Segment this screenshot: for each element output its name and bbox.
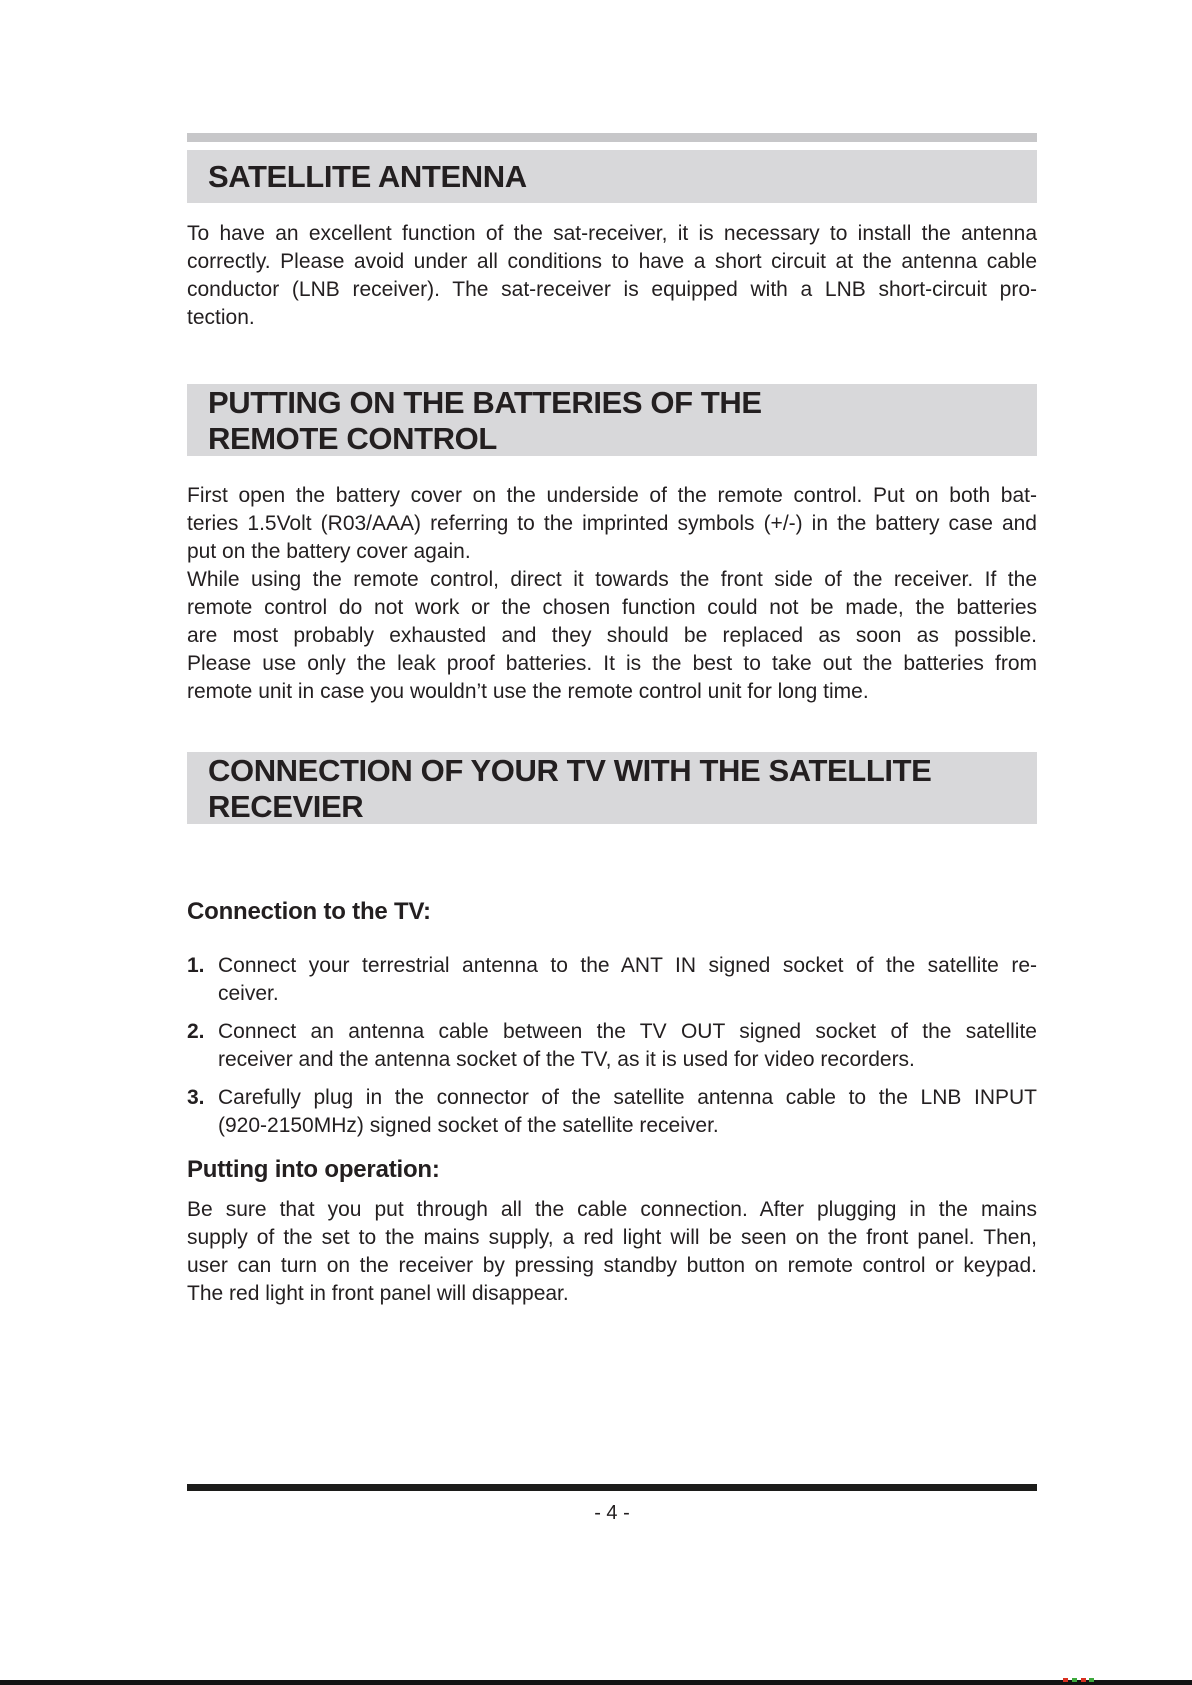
paragraph-operation	[187, 1196, 1037, 1308]
paragraph-satellite-antenna	[187, 220, 1037, 332]
text-line: supply of the set to the mains supply, a red light will be seen on the front panel. Then,	[187, 1226, 1037, 1249]
subheading-putting-into-operation: Putting into operation:	[187, 1156, 440, 1183]
text-line: Be sure that you put through all the cable connection. After plugging in the mains	[187, 1198, 1037, 1221]
text-line: Carefully plug in the connector of the satellite antenna cable to the LNB INPUT	[218, 1086, 1037, 1109]
page-number: - 4 -	[594, 1502, 630, 1524]
section-header-batteries	[187, 384, 1037, 456]
list-number: 2.	[187, 1020, 205, 1043]
list-item-step-2	[187, 1018, 1037, 1074]
section-title-line1: CONNECTION OF YOUR TV WITH THE SATELLITE	[208, 753, 932, 788]
text-line: receiver and the antenna socket of the TV, as it is used for video recorders.	[218, 1048, 915, 1071]
text-line: ceiver.	[218, 982, 279, 1005]
footer-rule	[187, 1484, 1037, 1491]
text-line: remote unit in case you wouldn’t use the remote control unit for long time.	[187, 680, 869, 703]
text-line: conductor (LNB receiver). The sat-receiver is equipped with a LNB short-circuit pro-	[187, 278, 1037, 301]
section-title-line2: REMOTE CONTROL	[208, 421, 497, 456]
text-line: First open the battery cover on the underside of the remote control. Put on both bat-	[187, 484, 1037, 507]
text-line: tection.	[187, 306, 255, 329]
text-line: are most probably exhausted and they should be replaced as soon as possible.	[187, 624, 1037, 647]
list-item-step-1	[187, 952, 1037, 1008]
section-title-line2: RECEVIER	[208, 789, 364, 824]
text-line: user can turn on the receiver by pressing standby button on remote control or keypad.	[187, 1254, 1037, 1277]
text-line: teries 1.5Volt (R03/AAA) referring to the imprinted symbols (+/-) in the battery case and	[187, 512, 1037, 535]
section-title: SATELLITE ANTENNA	[208, 158, 527, 194]
list-number: 3.	[187, 1086, 205, 1109]
section-header-satellite-antenna	[187, 150, 1037, 203]
text-line: (920-2150MHz) signed socket of the satellite receiver.	[218, 1114, 719, 1137]
list-number: 1.	[187, 954, 205, 977]
text-line: correctly. Please avoid under all conditions to have a short circuit at the antenna cable	[187, 250, 1037, 273]
registration-mark-red	[1081, 1678, 1086, 1682]
registration-mark-green	[1072, 1678, 1077, 1682]
text-line: The red light in front panel will disappear.	[187, 1282, 569, 1305]
text-line: Please use only the leak proof batteries. It is the best to take out the batteries from	[187, 652, 1037, 675]
text-line: While using the remote control, direct it towards the front side of the receiver. If the	[187, 568, 1037, 591]
paragraph-batteries	[187, 482, 1037, 706]
text-line: remote control do not work or the chosen function could not be made, the batteries	[187, 596, 1037, 619]
subheading-connection-to-tv: Connection to the TV:	[187, 898, 431, 925]
section-header-connection	[187, 752, 1037, 824]
page-bottom-edge	[0, 1680, 1192, 1685]
registration-mark-green	[1089, 1678, 1094, 1682]
text-line: put on the battery cover again.	[187, 540, 471, 563]
text-line: To have an excellent function of the sat-receiver, it is necessary to install the antenna	[187, 222, 1037, 245]
list-item-step-3	[187, 1084, 1037, 1140]
text-line: Connect an antenna cable between the TV OUT signed socket of the satellite	[218, 1020, 1037, 1043]
top-accent-bar	[187, 133, 1037, 142]
registration-mark-red	[1063, 1678, 1068, 1682]
section-title-line1: PUTTING ON THE BATTERIES OF THE	[208, 385, 762, 420]
text-line: Connect your terrestrial antenna to the ANT IN signed socket of the satellite re-	[218, 954, 1037, 977]
